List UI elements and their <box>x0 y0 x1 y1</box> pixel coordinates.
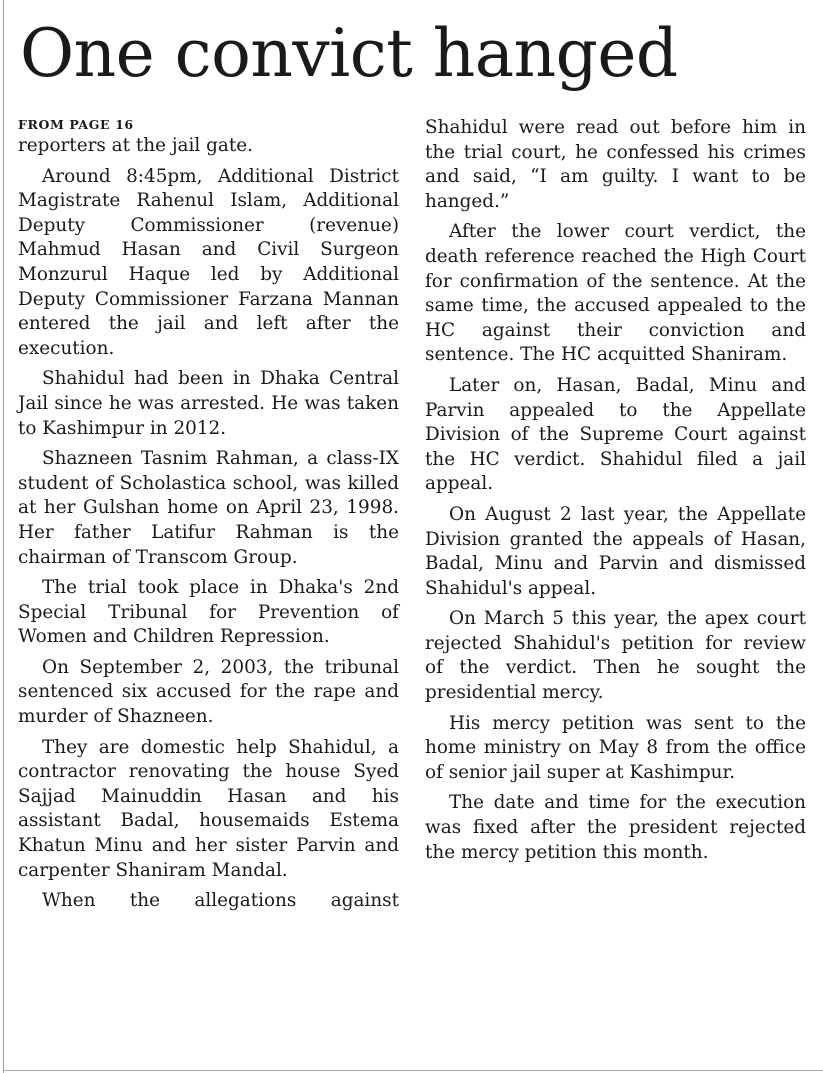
paragraph: Shahidul had been in Dhaka Central Jail since he was arrested. He was taken to Kashimpur in 2012. <box>18 368 399 439</box>
from-page-kicker: FROM PAGE 16 <box>18 117 134 132</box>
headline: One convict hanged <box>20 15 678 92</box>
paragraph: reporters at the jail gate. <box>18 135 253 156</box>
paragraph: On August 2 last year, the Appellate Division granted the appeals of Hasan, Badal, Minu and Parvin and dismissed Shahidul's appeal. <box>425 503 806 599</box>
paragraph: The trial took place in Dhaka's 2nd Special Tribunal for Prevention of Women and Children Repression. <box>18 577 399 648</box>
paragraph: They are domestic help Shahidul, a contractor renovating the house Syed Sajjad Mainuddin Hasan and his assistant Badal, housemaids Estema Khatun Minu and her sister Parvin and carpenter Shaniram Mandal. <box>18 736 399 881</box>
paragraph: On September 2, 2003, the tribunal sentenced six accused for the rape and murder of Shazneen. <box>18 656 399 728</box>
paragraph: On March 5 this year, the apex court rejected Shahidul's petition for review of the verdict. Then he sought the presidential mercy. <box>425 608 806 704</box>
column-rule <box>3 0 4 1073</box>
article-column-left <box>18 116 399 920</box>
paragraph: Around 8:45pm, Additional District Magistrate Rahenul Islam, Additional Deputy Commissioner (revenue) Mahmud Hasan and Civil Surgeon Monzurul Haque led by Additional Deputy Commissioner Farzana Mannan entered the jail and left after the execution. <box>18 165 399 359</box>
article-column-right <box>425 116 806 871</box>
paragraph: Later on, Hasan, Badal, Minu and Parvin appealed to the Appellate Division of the Supreme Court against the HC verdict. Shahidul filed a jail appeal. <box>425 374 806 495</box>
paragraph: Shazneen Tasnim Rahman, a class-IX student of Scholastica school, was killed at her Gulshan home on April 23, 1998. Her father Latifur Rahman is the chairman of Transcom Group. <box>18 448 399 568</box>
paragraph: When the allegations against <box>42 890 399 912</box>
paragraph: His mercy petition was sent to the home ministry on May 8 from the office of senior jail super at Kashimpur. <box>425 712 806 783</box>
paragraph: Shahidul were read out before him in the trial court, he confessed his crimes and said, “I am guilty. I want to be hanged.” <box>425 117 806 212</box>
paragraph: After the lower court verdict, the death reference reached the High Court for confirmation of the sentence. At the same time, the accused appealed to the HC against their conviction and sentence. The HC acquitted Shaniram. <box>425 221 806 366</box>
bottom-rule <box>3 1070 823 1071</box>
paragraph: The date and time for the execution was fixed after the president rejected the mercy petition this month. <box>425 792 806 863</box>
